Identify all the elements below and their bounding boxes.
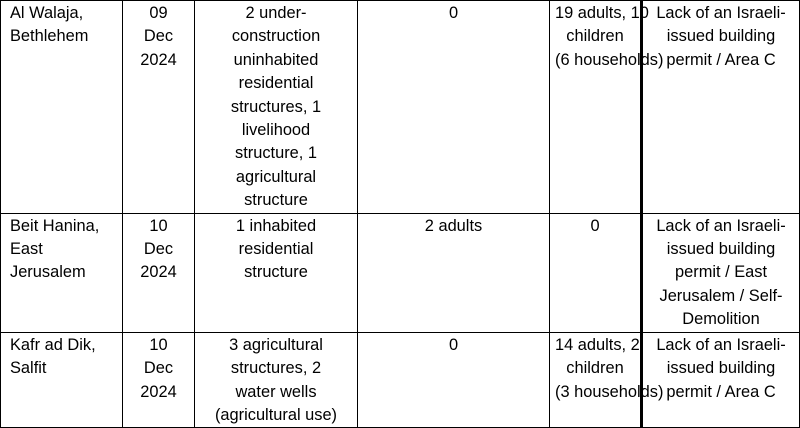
affected-cell	[550, 213, 642, 332]
structures-line: structures, 2	[230, 359, 322, 378]
reason-line: permit / East	[675, 263, 767, 282]
location-line: Jerusalem	[10, 263, 86, 282]
structures-line: uninhabited	[233, 50, 319, 69]
reason-line: Lack of an Israeli-	[656, 4, 786, 22]
affected-cell	[550, 332, 664, 428]
structures-line: 2 under-	[245, 4, 307, 22]
structures-line: 1 inhabited	[235, 216, 317, 235]
reason-cell	[642, 213, 800, 332]
affected-line: children	[566, 359, 624, 378]
reason-line: permit / Area C	[666, 382, 776, 401]
structures-line: 3 agricultural	[229, 335, 323, 354]
displaced-line: 2 adults	[424, 216, 483, 235]
reason-line: permit / Area C	[666, 50, 776, 69]
structures-line: water wells	[235, 382, 317, 401]
table-row	[1, 213, 800, 332]
location-line: Kafr ad Dik,	[10, 335, 96, 354]
reason-cell	[642, 332, 800, 428]
location-cell	[1, 213, 123, 332]
affected-line: children	[566, 27, 624, 46]
date-cell	[123, 332, 195, 428]
reason-line: issued building	[666, 240, 776, 259]
table-row	[1, 332, 800, 428]
reason-line: issued building	[666, 27, 776, 46]
displaced-cell	[358, 213, 550, 332]
affected-line: 0	[590, 216, 600, 235]
date-line: 09	[149, 4, 168, 22]
date-line: Dec	[143, 27, 174, 46]
affected-line: (6 households)	[555, 50, 664, 69]
location-line: East	[10, 240, 43, 259]
structures-line: structures, 1	[230, 97, 322, 116]
reason-cell	[642, 1, 800, 214]
reason-line: Demolition	[682, 310, 760, 329]
structures-line: structure, 1	[235, 144, 317, 163]
location-line: Salfit	[10, 359, 47, 378]
affected-line: 14 adults, 2	[555, 335, 640, 354]
structures-line: construction	[231, 27, 321, 46]
reason-line: Lack of an Israeli-	[656, 216, 786, 235]
structures-cell	[195, 213, 358, 332]
displaced-cell	[358, 1, 550, 214]
affected-cell	[550, 1, 664, 214]
displaced-line: 0	[448, 335, 459, 354]
reason-line: Lack of an Israeli-	[656, 335, 786, 354]
structures-line: residential	[238, 74, 314, 93]
structures-cell	[195, 1, 358, 214]
affected-line: (3 households)	[555, 382, 664, 401]
location-line: Bethlehem	[10, 27, 89, 46]
date-line: Dec	[143, 240, 174, 259]
date-cell	[123, 1, 195, 214]
displaced-cell	[358, 332, 550, 428]
date-line: 10	[149, 335, 168, 354]
location-line: Al Walaja,	[10, 4, 84, 22]
reason-line: Jerusalem / Self-	[659, 286, 783, 305]
structures-line: (agricultural use)	[214, 405, 338, 424]
structures-line: agricultural	[235, 167, 317, 186]
structures-line: residential	[238, 240, 314, 259]
structures-cell	[195, 332, 358, 428]
date-line: 2024	[140, 50, 177, 69]
table-row	[1, 1, 800, 214]
date-line: 2024	[140, 382, 177, 401]
location-line: Beit Hanina,	[10, 216, 100, 235]
affected-line: 19 adults, 10	[555, 4, 649, 22]
reason-line: issued building	[666, 359, 776, 378]
structures-line: structure	[244, 263, 308, 282]
date-line: 2024	[140, 263, 177, 282]
structures-line: structure	[244, 191, 308, 210]
date-line: Dec	[143, 359, 174, 378]
displaced-line: 0	[448, 4, 459, 22]
structures-line: livelihood	[241, 121, 311, 140]
location-cell	[1, 332, 123, 428]
date-cell	[123, 213, 195, 332]
date-line: 10	[149, 216, 168, 235]
location-cell	[1, 1, 123, 214]
